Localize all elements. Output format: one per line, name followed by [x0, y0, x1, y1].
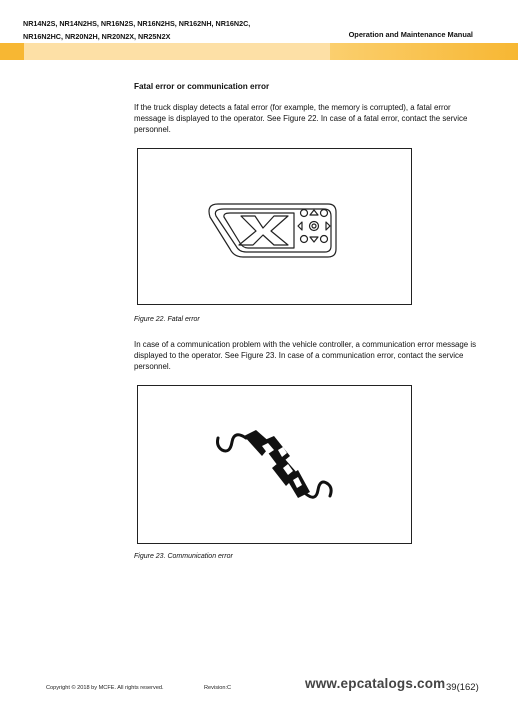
- footer-copyright: Copyright © 2018 by MCFE. All rights reserved.: [46, 685, 164, 691]
- footer-revision: Revision:C: [204, 685, 232, 691]
- figure-communication-error: [137, 385, 412, 544]
- header-manual-title: Operation and Maintenance Manual: [348, 30, 473, 39]
- figure-fatal-error: [137, 148, 412, 305]
- paragraph-communication-error: In case of a communication problem with the vehicle controller, a communication error message is displayed to the operator. See Figure 23. In case of a communication error, contact the service personnel.: [134, 340, 477, 372]
- header-bar: [0, 43, 518, 60]
- figure-23-caption: Figure 23. Communication error: [134, 553, 233, 560]
- figure-22-caption: Figure 22. Fatal error: [134, 316, 200, 323]
- watermark-link[interactable]: www.epcatalogs.com: [305, 676, 446, 691]
- page-number: 39(162): [446, 682, 479, 693]
- section-title: Fatal error or communication error: [134, 82, 270, 91]
- paragraph-fatal-error: If the truck display detects a fatal error (for example, the memory is corrupted), a fatal error message is displayed to the operator. See Figure 22. In case of a fatal error, contact the service personnel.: [134, 103, 468, 135]
- connector-icon: [138, 386, 411, 543]
- header-models: [23, 17, 323, 43]
- header-models-line1: NR14N2S, NR14N2HS, NR16N2S, NR16N2HS, NR162NH, NR16N2C,: [23, 19, 251, 28]
- display-error-icon: [138, 149, 411, 304]
- header-models-line2: NR16N2HC, NR20N2H, NR20N2X, NR25N2X: [23, 32, 171, 41]
